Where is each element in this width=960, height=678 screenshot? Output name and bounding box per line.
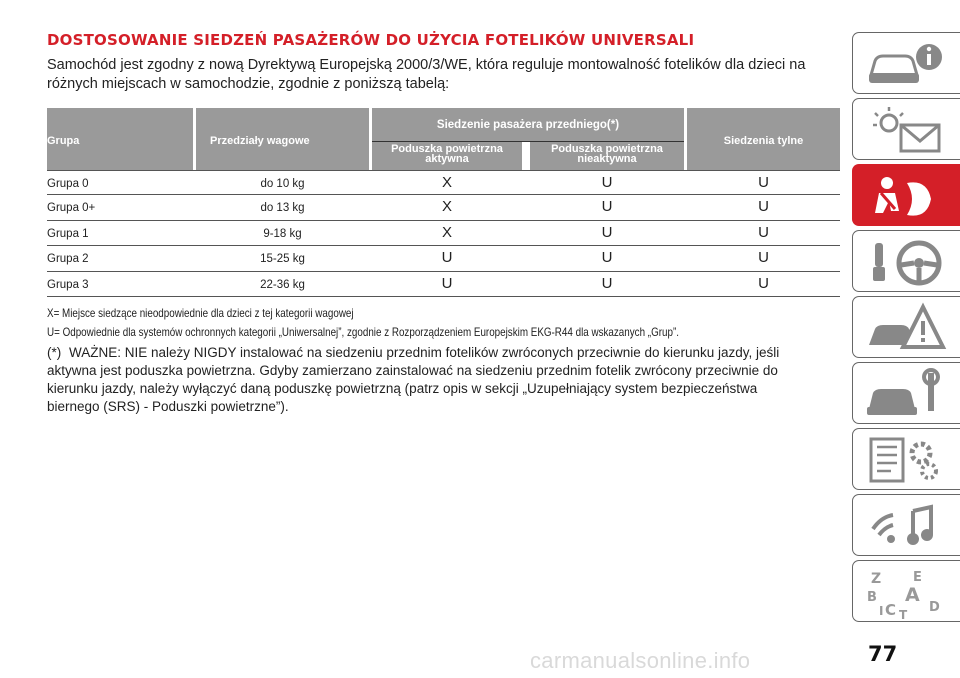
cell-group: Grupa 2: [47, 253, 89, 266]
cell-weight: 9-18 kg: [263, 227, 302, 240]
index-letter-a: A: [905, 584, 920, 606]
cell-airbag-inactive: U: [601, 249, 613, 267]
table-row: [47, 272, 840, 297]
index-icon: [861, 565, 951, 619]
tab-emergency[interactable]: [852, 296, 960, 358]
warning-paragraph: [47, 344, 807, 416]
header-rear-seats: Siedzenia tylne: [687, 108, 840, 170]
header-weight: Przedziały wagowe: [196, 108, 369, 170]
asterisk-marker: (*): [47, 345, 62, 360]
index-letter-b: B: [867, 590, 877, 605]
header-airbag-active: Poduszka powietrzna aktywna: [391, 143, 503, 165]
cell-weight: do 13 kg: [260, 202, 305, 215]
header-gap: [522, 142, 530, 170]
cell-rear: U: [758, 249, 769, 267]
note-u: U= Odpowiednie dla systemów ochronnych kategorii „Uniwersalnej”, zgodnie z Rozporządzeniem Europejskim EKG-R44 dla wskazanych „Grup”.: [47, 325, 679, 339]
cell-airbag-active: U: [441, 274, 453, 292]
cell-airbag-inactive: U: [601, 174, 613, 191]
cell-rear: U: [758, 198, 769, 216]
table-row: [47, 246, 840, 271]
table-row: [47, 221, 840, 246]
watermark: carmanualsonline.info: [530, 648, 751, 673]
steering-wheel-icon: [861, 235, 951, 289]
tab-specifications[interactable]: [852, 428, 960, 490]
cell-weight: 15-25 kg: [260, 253, 305, 266]
cell-airbag-inactive: U: [601, 223, 613, 241]
cell-airbag-active: U: [441, 249, 453, 267]
index-letter-e: E: [913, 570, 922, 585]
cell-group: Grupa 0+: [47, 202, 96, 215]
cell-weight: 22-36 kg: [260, 278, 305, 291]
seat-airbag-icon: [861, 169, 951, 223]
car-service-icon: [861, 367, 951, 421]
cell-airbag-inactive: U: [601, 198, 613, 216]
index-letter-t: T: [899, 608, 908, 619]
header-divider: [372, 141, 684, 142]
cell-airbag-inactive: U: [601, 274, 613, 292]
table-row: [47, 170, 840, 195]
table-body: [47, 170, 840, 297]
warning-triangle-icon: [861, 301, 951, 355]
warning-text: WAŻNE: NIE należy NIGDY instalować na siedzeniu przednim fotelików zwróconych przeciwnie do kierunku jazdy, jeśli aktywna jest poduszka powietrzna. Gdyby zamierzano zainstalować na siedzeniu przednim fotelik zwrócony przeciwnie do kierunku jazdy, należy wyłączyć daną poduszkę powietrzną (patrz opis w sekcji „Uzupełniający system bezpieczeństwa biernego (SRS) - Poduszki powietrzne”).: [47, 345, 780, 414]
note-x: X= Miejsce siedzące nieodpowiednie dla dzieci z tej kategorii wagowej: [47, 306, 354, 320]
header-group: Grupa: [47, 108, 193, 170]
index-letter-c: C: [885, 601, 897, 619]
table-header: [47, 108, 840, 170]
tab-dashboard[interactable]: [852, 98, 960, 160]
tab-multimedia[interactable]: [852, 494, 960, 556]
specifications-icon: [861, 433, 951, 487]
header-airbag-inactive: Poduszka powietrzna nieaktywna: [551, 143, 663, 165]
tab-driving[interactable]: [852, 230, 960, 292]
index-letter-i: I: [879, 604, 884, 618]
intro-paragraph: Samochód jest zgodny z nową Dyrektywą Europejską 2000/3/WE, która reguluje montowalność fotelików dla dzieci na różnych miejscach w samochodzie, zgodnie z poniższą tabelą:: [47, 57, 806, 92]
tab-index[interactable]: [852, 560, 960, 622]
cell-rear: U: [758, 223, 769, 241]
cell-group: Grupa 3: [47, 278, 89, 291]
cell-rear: U: [758, 174, 769, 191]
cell-airbag-active: X: [441, 174, 452, 191]
car-info-icon: [861, 37, 951, 91]
child-seat-table: [47, 108, 840, 297]
cell-rear: U: [758, 274, 769, 292]
page-number: 77: [868, 642, 898, 666]
cell-group: Grupa 1: [47, 227, 89, 240]
header-front-seat: Siedzenie pasażera przedniego(*) Poduszka powietrzna aktywna Poduszka powietrzna nieaktywna: [372, 108, 684, 170]
cell-group: Grupa 0: [47, 178, 89, 190]
tab-car-info[interactable]: [852, 32, 960, 94]
cell-airbag-active: X: [441, 223, 452, 241]
tab-maintenance[interactable]: [852, 362, 960, 424]
dashboard-lights-icon: [861, 103, 951, 157]
multimedia-icon: [861, 499, 951, 553]
table-row: [47, 195, 840, 220]
page-title: DOSTOSOWANIE SIEDZEŃ PASAŻERÓW DO UŻYCIA FOTELIKÓW UNIVERSALI: [47, 31, 695, 49]
index-letter-z: Z: [871, 571, 882, 587]
cell-weight: do 10 kg: [260, 178, 305, 190]
index-letter-d: D: [929, 600, 940, 615]
tab-safety[interactable]: [852, 164, 960, 226]
cell-airbag-active: X: [441, 198, 452, 216]
